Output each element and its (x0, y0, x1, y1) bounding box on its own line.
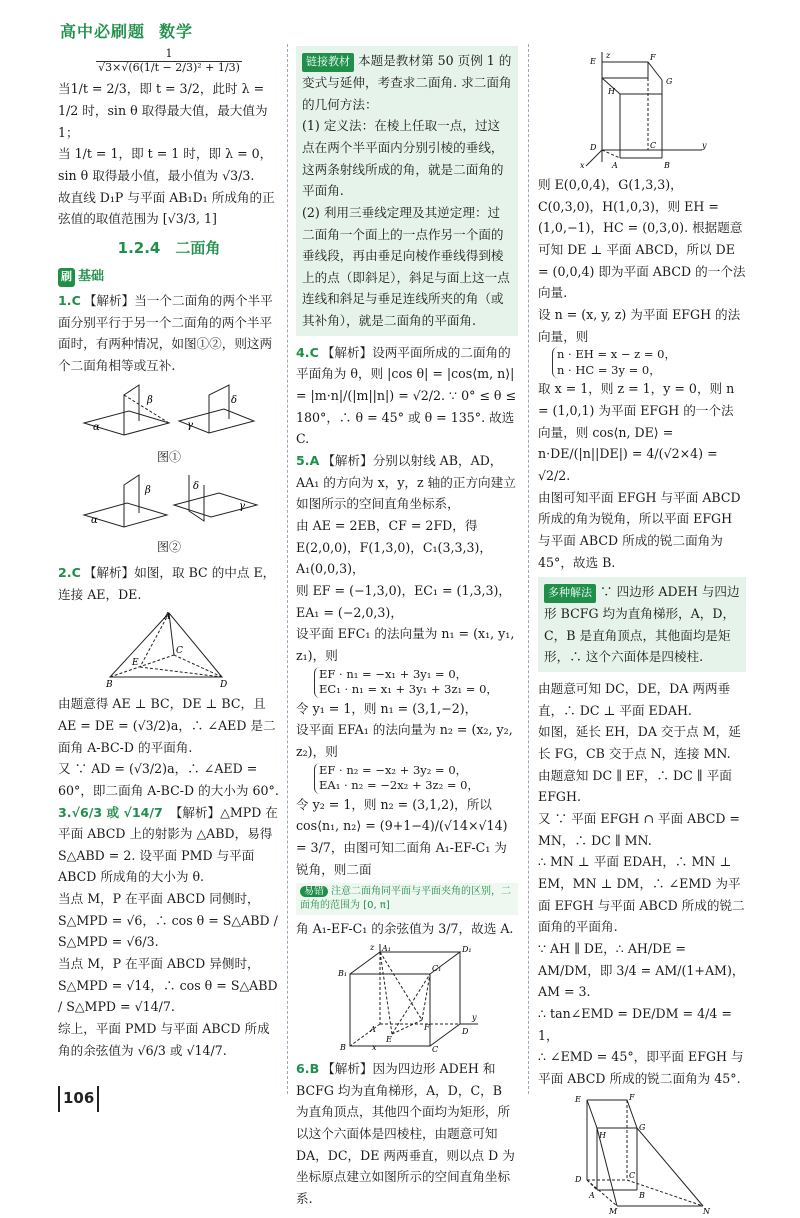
link-text: 本题是教材第 50 页例 1 的变式与延伸，考查求二面角. 求二面角的几何方法： (302, 53, 512, 112)
column-left (58, 46, 280, 1061)
equation-system: n · EH = x − z = 0， n · HC = 3y = 0， (552, 347, 746, 378)
paragraph: 则 E(0,0,4)，G(1,3,3)，C(0,3,0)，H(1,0,3)，则 EH = (1,0,−1)，HC = (0,3,0). 根据题意可知 DE ⊥ 平面 ABCD，所以 DE = (0,0,4) 即为平面 ABCD 的一个法向量. (538, 177, 746, 301)
section-title: 1.2.4 二面角 (117, 238, 221, 257)
label-y: y (472, 1012, 477, 1022)
label-C1: C₁ (432, 963, 442, 973)
label-C: C (650, 141, 657, 150)
book-title: 高中必刷题 (60, 22, 146, 41)
paragraph: 由题意可知 DC，DE，DA 两两垂直，∴ DC ⊥ 平面 EDAH. (538, 681, 731, 718)
label-B: B (639, 1190, 645, 1200)
label-C: C (176, 646, 183, 657)
label-M: M (609, 1206, 618, 1214)
figure-prism-extended (567, 1094, 717, 1214)
label-F: F (650, 53, 656, 62)
paragraph: 如图，延长 EH，DA 交于点 M，延长 FG，CB 交于点 N，连接 MN. (538, 724, 741, 762)
paragraph: ∴ tan∠EMD = DE/DM = 4/4 = 1， (538, 1005, 732, 1043)
label-gamma: γ (239, 501, 245, 513)
label-E: E (575, 1094, 581, 1104)
label-E: E (386, 1034, 392, 1044)
label-D: D (590, 143, 597, 152)
label-beta: β (145, 485, 151, 497)
question-5: 5.A 【解析】分别以射线 AB，AD，AA₁ 的方向为 x，y，z 轴的正方向建立如图所示的空间直角坐标系， (296, 453, 516, 512)
question-2: 2.C 【解析】如图，取 BC 的中点 E，连接 AE，DE. (58, 564, 276, 602)
paragraph: 故直线 D₁P 与平面 AB₁D₁ 所成角的正弦值的取值范围为 [√3/3, 1] (58, 189, 275, 227)
equation-system: EF · n₁ = −x₁ + 3y₁ = 0， EC₁ · n₁ = x₁ + 3y₁ + 3z₁ = 0， (314, 667, 518, 698)
link-method-1: (1) 定义法：在棱上任取一点，过这点在两个半平面内分别引棱的垂线，这两条射线所成的角，就是二面角的平面角. (302, 118, 504, 199)
label-z: z (370, 943, 375, 952)
paragraph: 设平面 EFC₁ 的法向量为 n₁ = (x₁, y₁, z₁)，则 (296, 626, 515, 663)
label-G: G (639, 1122, 646, 1132)
column-divider (528, 44, 529, 1094)
label-B1: B₁ (338, 968, 348, 978)
label-y: y (702, 141, 707, 150)
figure-2-caption: 图② (156, 540, 181, 555)
question-4: 4.C 【解析】设两平面所成的二面角的平面角为 θ，则 |cos θ| = |cos⟨m, n⟩| = |m·n|/(|m||n|) = √2/2. ∵ 0° ≤ θ ≤ 180°，∴ θ = 45° 或 θ = 135°. 故选 C. (296, 344, 517, 447)
frac-denominator: √3×√(6(1/t − 2/3)² + 1/3) (98, 60, 240, 74)
figure-prism-coordinates (572, 50, 712, 170)
figure-cube (332, 944, 482, 1054)
label-C: C (432, 1044, 439, 1054)
paragraph: 当点 M，P 在平面 ABCD 异侧时，S△MPD = √14，∴ cos θ = S△ABD / S△MPD = √14/7. (58, 956, 278, 1015)
label-gamma: γ (187, 419, 193, 431)
paragraph: ∴ ∠EMD = 45°，即平面 EFGH 与平面 ABCD 所成的锐二面角为 45°. (538, 1049, 744, 1086)
question-3: 3.√6/3 或 √14/7 【解析】△MPD 在平面 ABCD 上的射影为 △ABD，易得 S△ABD = 2. 设平面 PMD 与平面 ABCD 所成角的大小为 θ. (58, 804, 278, 885)
question-6: 6.B 【解析】因为四边形 ADEH 和 BCFG 均为直角梯形，A，D，C，B 为直角顶点，其他四个面均为矩形，所以这个六面体是四棱柱，由题意可知 DA，DC，DE 两两垂直，则以点 D 为坐标原点建立如图所示的空间直角坐标系. (296, 1060, 515, 1206)
paragraph: 当 1/t = 1，即 t = 1 时，即 λ = 0，sin θ 取得最小值，最小值为 √3/3. (58, 146, 273, 183)
question-1: 1.C 【解析】当一个二面角的两个半平面分别平行于另一个二面角的两个半平面时，有两种情况，如图①②，则这两个二面角相等或互补. (58, 293, 273, 373)
link-method-2: (2) 利用三垂线定理及其逆定理：过二面角一个面上的一点作另一个面的垂线段，再由垂足向棱作垂线得到棱上的点（即斜足），斜足与面上这一点连线和斜足与垂足连线所夹的角（或其补角），就是二面角的平面角. (302, 204, 510, 329)
label-D1: D₁ (462, 944, 472, 954)
label-B: B (664, 161, 670, 170)
paragraph: 角 A₁-EF-C₁ 的余弦值为 3/7，故选 A. (296, 921, 514, 937)
figure-1-diagram (79, 381, 259, 443)
label-E: E (132, 658, 139, 669)
multi-solution-tag: 多种解法 (544, 584, 596, 603)
label-delta: δ (193, 481, 200, 493)
frac-numerator: 1 (96, 48, 242, 62)
label-alpha: α (93, 421, 100, 433)
label-A: A (612, 161, 618, 170)
paragraph: 又 ∵ 平面 EFGH ∩ 平面 ABCD = MN，∴ DC ∥ MN. (538, 811, 740, 848)
paragraph: 取 x = 1，则 z = 1，y = 0，则 n = (1,0,1) 为平面 EFGH 的一个法向量，则 cos⟨n, DE⟩ = n·DE/(|n||DE|) = 4/(√2×4) = √2/2. (538, 381, 735, 483)
paragraph: ∴ MN ⊥ 平面 EDAH，∴ MN ⊥ EM，MN ⊥ DM，∴ ∠EMD 为平面 EFGH 与平面 ABCD 所成的锐二面角的平面角. (538, 854, 745, 935)
paragraph: 由图可知平面 EFGH 与平面 ABCD 所成的角为锐角，所以平面 EFGH 与平面 ABCD 所成的锐二面角为 45°，故选 B. (538, 489, 741, 570)
label-alpha: α (91, 515, 98, 527)
equation-system: EF · n₂ = −x₂ + 3y₂ = 0， EA₁ · n₂ = −2x₂ + 3z₂ = 0， (314, 763, 518, 794)
textbook-link-tag: 链接教材 (302, 53, 354, 72)
paragraph: 设平面 EFA₁ 的法向量为 n₂ = (x₂, y₂, z₂)，则 (296, 722, 513, 759)
label-H: H (599, 1130, 606, 1140)
label-A: A (589, 1190, 595, 1200)
label-D: D (462, 1026, 469, 1036)
label-H: H (608, 87, 615, 96)
label-beta: β (147, 394, 153, 406)
label-z: z (606, 51, 611, 60)
paragraph: 设 n = (x, y, z) 为平面 EFGH 的法向量，则 (538, 306, 741, 344)
paragraph: 又 ∵ AD = (√3/2)a，∴ ∠AED = 60°，即二面角 A-BC-D 的大小为 60°. (58, 761, 279, 798)
paragraph: 当点 M，P 在平面 ABCD 同侧时，S△MPD = √6，∴ cos θ = S△ABD / S△MPD = √6/3. (58, 891, 278, 950)
paragraph: 令 y₂ = 1，则 n₂ = (3,1,2)，所以 cos⟨n₁, n₂⟩ = (9+1−4)/(√14×√14) = 3/7，由图可知二面角 A₁-EF-C₁ 为锐角，则二面 (296, 796, 508, 877)
label-F: F (424, 1022, 430, 1032)
paragraph: 令 y₁ = 1，则 n₁ = (3,1,−2)， (296, 700, 478, 716)
label-D: D (220, 680, 228, 690)
figure-2-diagram (79, 471, 259, 533)
label-delta: δ (231, 394, 238, 406)
basic-label: 刷 基础 (58, 266, 280, 288)
label-A: A (370, 1024, 376, 1034)
figure-1-caption: 图① (156, 449, 181, 464)
label-C: C (629, 1170, 636, 1180)
figure-tetrahedron (104, 609, 234, 689)
paragraph: ∵ AH ∥ DE，∴ AH/DE = AM/DM，即 3/4 = AM/(1+AM)，AM = 3. (538, 940, 745, 1000)
column-middle (296, 46, 518, 1210)
paragraph: 则 EF = (−1,3,0)，EC₁ = (1,3,3)，EA₁ = (−2,0,3)， (296, 583, 512, 620)
paragraph: 当1/t = 2/3，即 t = 3/2，此时 λ = 1/2 时，sin θ 取得最大值，最大值为 1； (58, 81, 268, 140)
label-N: N (703, 1206, 710, 1214)
page-number: 106 (58, 1086, 99, 1112)
label-G: G (666, 77, 673, 86)
label-B: B (340, 1042, 346, 1052)
label-A: A (164, 612, 171, 623)
paragraph: 由 AE = 2EB，CF = 2FD，得 E(2,0,0)，F(1,3,0)，C₁(3,3,3)，A₁(0,0,3)， (296, 518, 493, 577)
multi-solution-box: 多种解法 ∵ 四边形 ADEH 与四边形 BCFG 均为直角梯形，A，D，C，B 是直角顶点，其他面均是矩形，∴ 这个六面体是四棱柱. (538, 577, 746, 672)
basic-tag: 刷 (58, 268, 75, 287)
label-B: B (106, 680, 113, 690)
paragraph: 综上，平面 PMD 与平面 ABCD 所成角的余弦值为 √6/3 或 √14/7. (58, 1021, 270, 1058)
textbook-link-box (296, 46, 518, 336)
label-x: x (372, 1042, 377, 1052)
paragraph: 由题意知 DC ∥ EF，∴ DC ∥ 平面 EFGH. (538, 767, 732, 805)
label-D: D (575, 1174, 582, 1184)
paragraph: 由题意得 AE ⊥ BC，DE ⊥ BC，且 AE = DE = (√3/2)a，∴ ∠AED 是二面角 A-BC-D 的平面角. (58, 696, 276, 755)
label-A1: A₁ (382, 943, 391, 953)
tip-tag: 易错 (300, 886, 328, 897)
label-E: E (590, 57, 596, 66)
label-x: x (580, 161, 585, 170)
mistake-tip: 易错 注意二面角同平面与平面夹角的区别，二面角的范围为 [0, π] (296, 883, 518, 915)
fraction-expression (58, 48, 280, 74)
label-F: F (629, 1093, 635, 1102)
subject-title: 数学 (159, 22, 194, 41)
column-divider (287, 44, 288, 1094)
page-header (60, 18, 193, 46)
column-right (538, 46, 746, 1218)
